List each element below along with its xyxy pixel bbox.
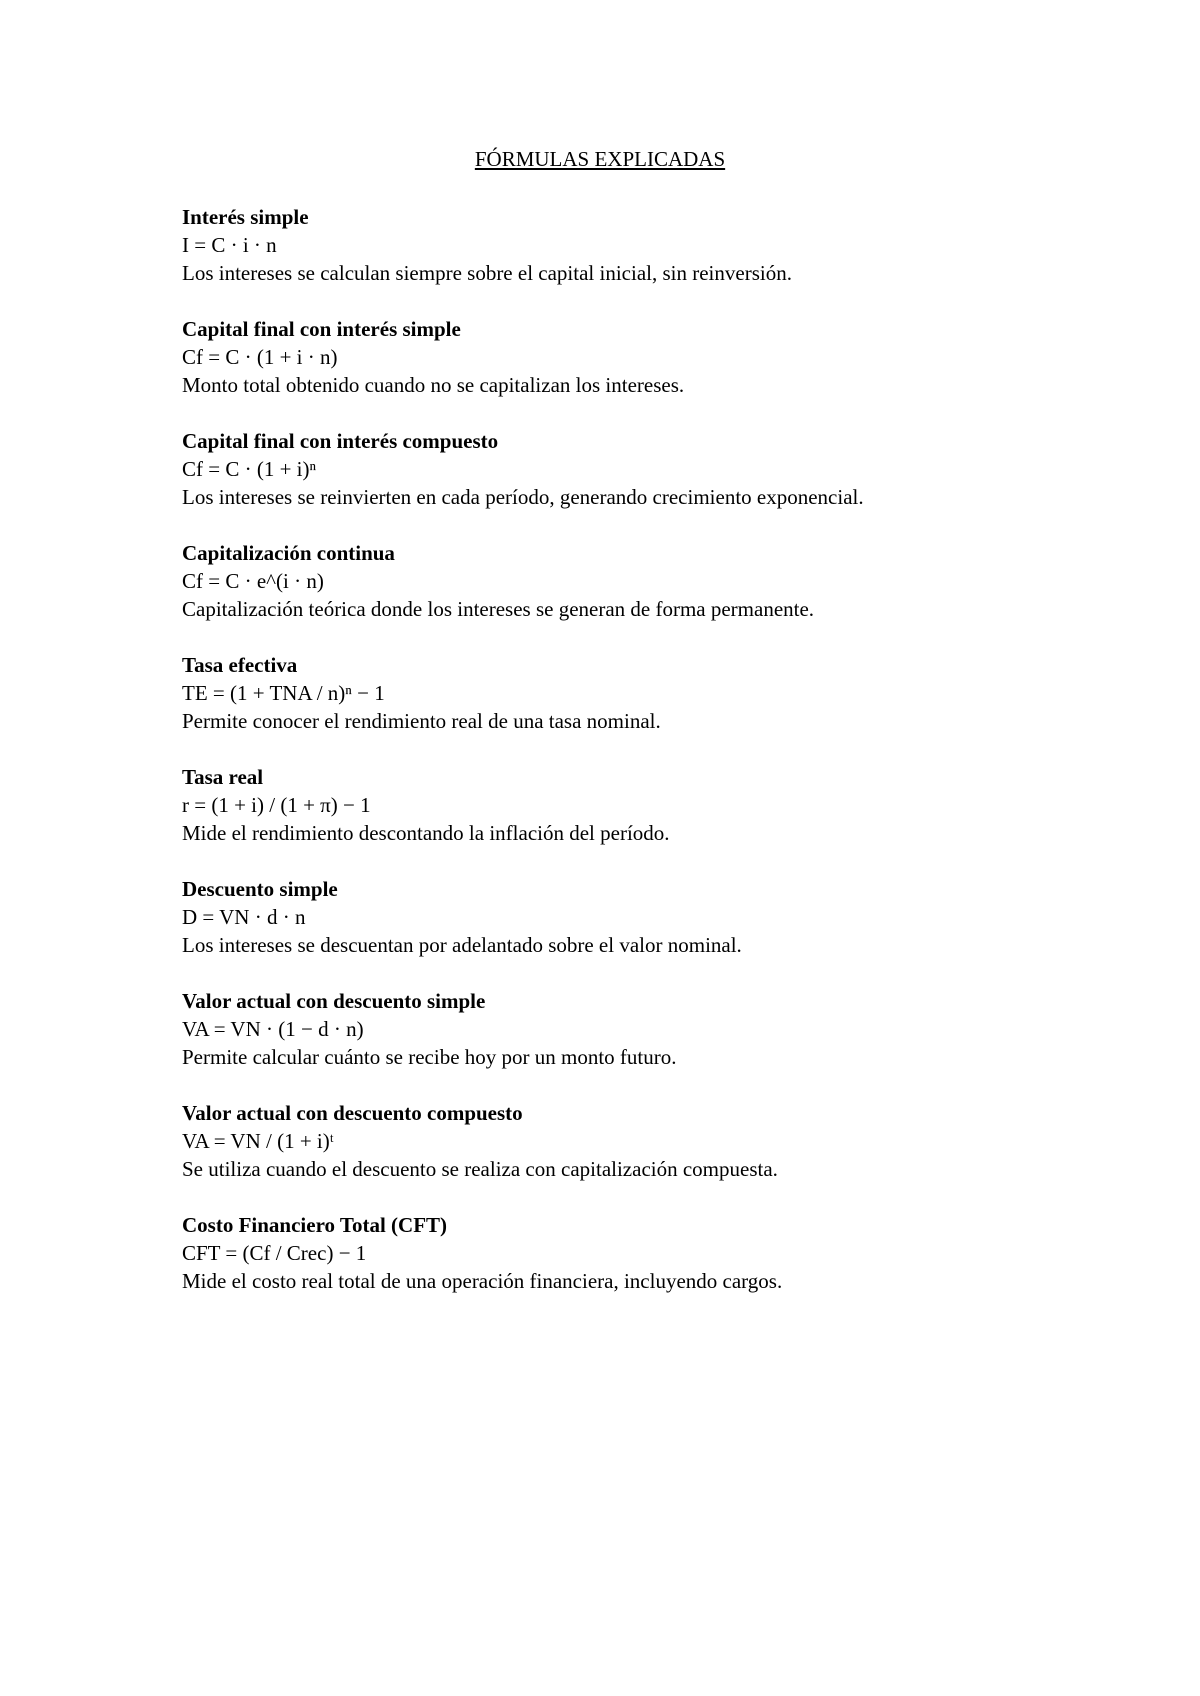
section-heading: Costo Financiero Total (CFT) [182, 1213, 448, 1237]
description: Permite conocer el rendimiento real de una tasa nominal. [182, 709, 661, 733]
section-heading: Capitalización continua [182, 541, 395, 565]
section-valor-actual-compuesto [182, 1099, 1082, 1183]
formula: Cf = C · (1 + i · n) [182, 345, 338, 369]
formula: VA = VN / (1 + i)ᵗ [182, 1129, 334, 1153]
section-heading: Valor actual con descuento simple [182, 989, 486, 1013]
description: Los intereses se calculan siempre sobre el capital inicial, sin reinversión. [182, 261, 792, 285]
page-title: FÓRMULAS EXPLICADAS [474, 147, 726, 171]
formula: VA = VN · (1 − d · n) [182, 1017, 364, 1041]
section-heading: Tasa real [182, 765, 264, 789]
formula: I = C · i · n [182, 233, 277, 257]
section-heading: Descuento simple [182, 877, 338, 901]
section-heading: Interés simple [182, 205, 309, 229]
formula: r = (1 + i) / (1 + π) − 1 [182, 793, 371, 817]
section-interes-simple [182, 203, 1082, 287]
description: Monto total obtenido cuando no se capitalizan los intereses. [182, 373, 685, 397]
section-cft [182, 1211, 1082, 1295]
section-heading: Capital final con interés compuesto [182, 429, 499, 453]
formula: Cf = C · (1 + i)ⁿ [182, 457, 317, 481]
description: Los intereses se descuentan por adelantado sobre el valor nominal. [182, 933, 742, 957]
description: Los intereses se reinvierten en cada período, generando crecimiento exponencial. [182, 485, 864, 509]
section-descuento-simple [182, 875, 1082, 959]
formula: D = VN · d · n [182, 905, 306, 929]
section-tasa-real [182, 763, 1082, 847]
description: Mide el rendimiento descontando la inflación del período. [182, 821, 670, 845]
section-heading: Tasa efectiva [182, 653, 298, 677]
formula-list [182, 203, 1082, 1323]
section-heading: Capital final con interés simple [182, 317, 461, 341]
description: Capitalización teórica donde los intereses se generan de forma permanente. [182, 597, 815, 621]
section-tasa-efectiva [182, 651, 1082, 735]
section-valor-actual-simple [182, 987, 1082, 1071]
section-capitalizacion-continua [182, 539, 1082, 623]
description: Se utiliza cuando el descuento se realiza con capitalización compuesta. [182, 1157, 778, 1181]
description: Mide el costo real total de una operación financiera, incluyendo cargos. [182, 1269, 783, 1293]
section-heading: Valor actual con descuento compuesto [182, 1101, 523, 1125]
formula: Cf = C · e^(i · n) [182, 569, 324, 593]
formula: TE = (1 + TNA / n)ⁿ − 1 [182, 681, 385, 705]
section-capital-final-simple [182, 315, 1082, 399]
formula: CFT = (Cf / Crec) − 1 [182, 1241, 367, 1265]
description: Permite calcular cuánto se recibe hoy por un monto futuro. [182, 1045, 677, 1069]
section-capital-final-compuesto [182, 427, 1082, 511]
